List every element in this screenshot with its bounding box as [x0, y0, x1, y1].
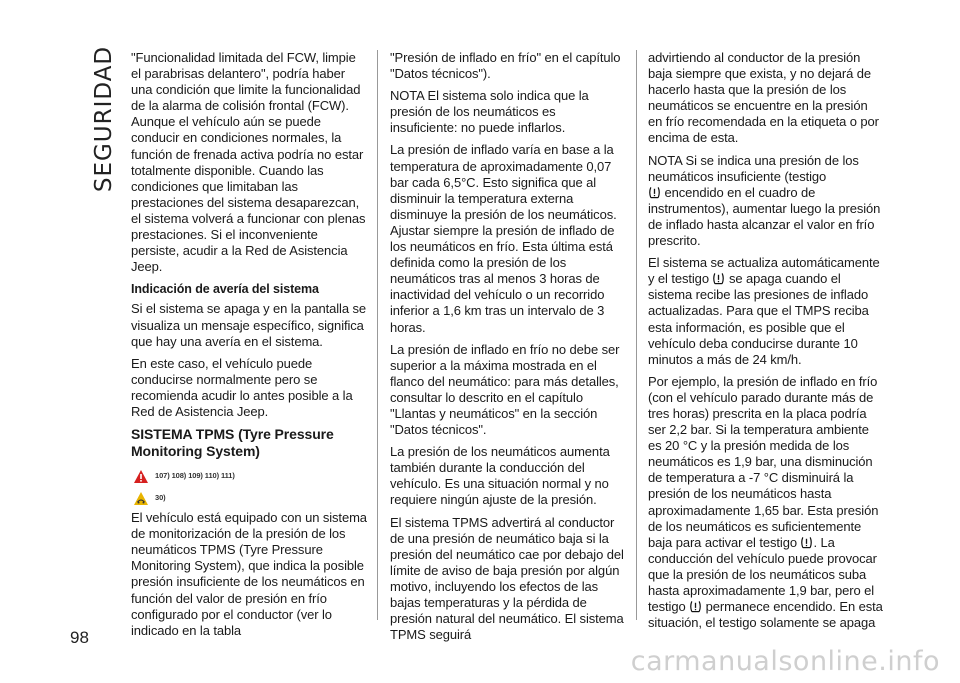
- caution-warning-row: [133, 488, 367, 508]
- caution-triangle-icon: [133, 491, 149, 506]
- paragraph: El vehículo está equipado con un sistema de monitorización de la presión de los neumáticos TPMS (Tyre Pressure Monitoring System), que indica la posible presión insuficiente de los neumáticos en función del valor de presión en frío configurado por el conductor (ver lo indicado en la tabla: [131, 510, 367, 638]
- section-label-text: SEGURIDAD: [91, 45, 117, 193]
- section-title: SISTEMA TPMS (Tyre Pressure Monitoring System): [131, 426, 334, 460]
- text-run: Por ejemplo, la presión de inflado en frío (con el vehículo parado durante más de tres horas) prescrita en la placa podría ser 2,2 bar. Si la temperatura ambiente es 20 °C y la presión medida de los neumáticos es 1,9 bar, una disminución de temperatura a -7 °C disminuirá la presión de los neumáticos hasta aproximadamente 1,65 bar. Esta presión de los neumáticos es suficientemente baja para activar el testigo: [648, 373, 879, 550]
- column-3: [648, 50, 884, 637]
- tpms-indicator-icon: [689, 600, 702, 613]
- paragraph: [648, 374, 884, 632]
- paragraph: La presión de inflado en frío no debe ser superior a la máxima mostrada en el flanco del neumático: para más detalles, consultar lo descrito en el capítulo "Llantas y neumáticos" en la sección "Datos técnicos".: [390, 341, 620, 438]
- paragraph: Si el sistema se apaga y en la pantalla se visualiza un mensaje específico, significa que hay una avería en el sistema.: [131, 301, 366, 349]
- tpms-indicator-icon: [648, 186, 661, 199]
- tpms-indicator-icon: [800, 536, 813, 549]
- paragraph: "Funcionalidad limitada del FCW, limpie el parabrisas delantero", podría haber una condición que limite la funcionalidad de la alarma de colisión frontal (FCW). Aunque el vehículo aún se puede conducir en condiciones normales, la función de frenada activa podría no estar totalmente disponible. Cuando las condiciones que limitaban las prestaciones del sistema desaparezcan, el sistema volverá a funcionar con plenas prestaciones. Si el inconveniente persiste, acudir a la Red de Asistencia Jeep.: [131, 50, 366, 275]
- paragraph: [648, 153, 884, 250]
- column-1: [131, 50, 367, 645]
- column-divider: [377, 50, 378, 620]
- page-number: 98: [70, 628, 89, 647]
- warning-references: 30): [155, 493, 166, 503]
- subheading: Indicación de avería del sistema: [131, 282, 319, 297]
- text-run: se apaga cuando el sistema recibe las presiones de inflado actualizadas. Para que el TMPS reciba esta información, es posible que el vehículo deba conducirse durante 10 minutos a más de 24 km/h.: [648, 271, 869, 367]
- text-run: El sistema se actualiza automáticamente y el testigo: [648, 255, 880, 287]
- paragraph: [648, 255, 884, 368]
- text-run: NOTA Si se indica una presión de los neumáticos insuficiente (testigo: [648, 152, 859, 184]
- warning-references: 107) 108) 109) 110) 111): [155, 471, 235, 481]
- paragraph: La presión de inflado varía en base a la temperatura de aproximadamente 0,07 bar cada 6,5°C. Esto significa que al disminuir la temperatura externa disminuye la presión de los neumáticos. Ajustar siempre la presión de inflado de los neumáticos en frío. Esta última está definida como la presión de los neumáticos tras al menos 3 horas de inactividad del vehículo o un recorrido inferior a 1,6 km tras un intervalo de 3 horas.: [390, 142, 617, 335]
- paragraph: La presión de los neumáticos aumenta también durante la conducción del vehículo. Es una situación normal y no requiere ningún ajuste de la presión.: [390, 444, 610, 508]
- column-divider: [636, 50, 637, 620]
- danger-triangle-icon: [133, 469, 149, 484]
- paragraph: advirtiendo al conductor de la presión baja siempre que exista, y no dejará de hacerlo hasta que la presión de los neumáticos se encuentre en la presión en frío recomendada en la etiqueta o por encima de esta.: [648, 50, 879, 146]
- danger-warning-row: [133, 466, 367, 486]
- text-run: . La conducción del vehículo puede provocar que la presión de los neumáticos suba hasta aproximadamente 1,9 bar, pero el testigo: [648, 534, 877, 615]
- paragraph: "Presión de inflado en frío" en el capítulo "Datos técnicos").: [390, 50, 621, 82]
- column-2: [390, 50, 626, 649]
- section-label: [86, 45, 122, 193]
- paragraph: En este caso, el vehículo puede conducirse normalmente pero se recomienda acudir lo antes posible a la Red de Asistencia Jeep.: [131, 355, 353, 419]
- paragraph: NOTA El sistema solo indica que la presión de los neumáticos es insuficiente: no puede inflarlos.: [390, 88, 589, 136]
- tpms-indicator-icon: [712, 272, 725, 285]
- paragraph: El sistema TPMS advertirá al conductor de una presión de neumático baja si la presión del neumático cae por debajo del límite de aviso de baja presión por algún motivo, incluyendo los efectos de las bajas temperaturas y la pérdida de presión natural del neumático. El sistema TPMS seguirá: [390, 514, 624, 643]
- text-run: permanece encendido. En esta situación, el testigo solamente se apaga: [648, 599, 883, 631]
- watermark: carmanualsonline.info: [630, 646, 940, 677]
- text-run: encendido en el cuadro de instrumentos), aumentar luego la presión de inflado hasta alcanzar el valor en frío prescrito.: [648, 184, 881, 249]
